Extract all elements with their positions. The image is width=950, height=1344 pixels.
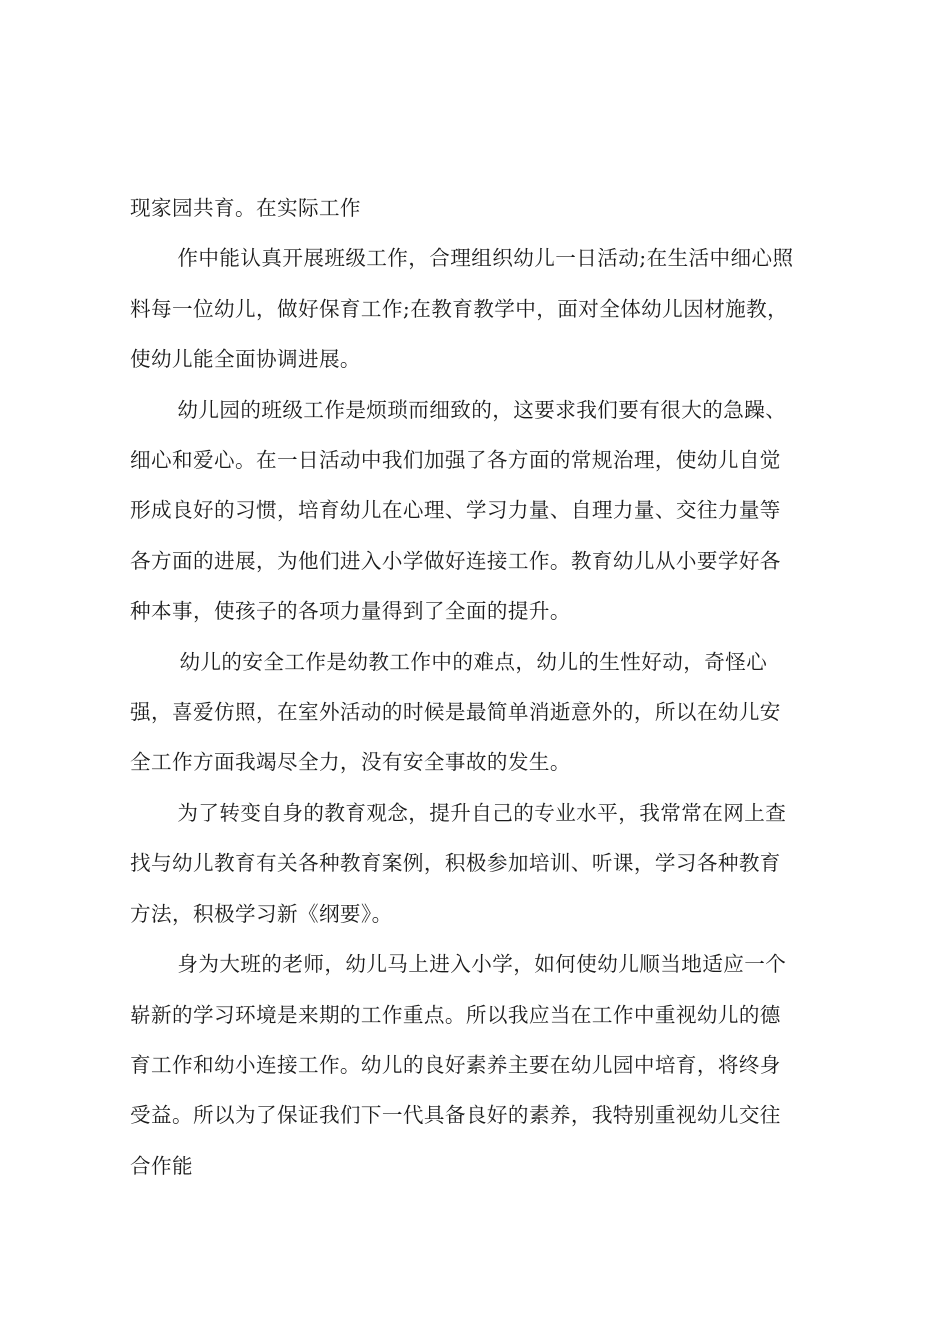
paragraph-line: 为了转变自身的教育观念，提升自己的专业水平，我常常在网上查: [177, 800, 787, 825]
paragraph-6: [130, 939, 832, 1191]
paragraph-line: 料每一位幼儿，做好保育工作;在教育教学中，面对全体幼儿因材施教，: [130, 296, 789, 321]
paragraph-line: 找与幼儿教育有关各种教育案例，积极参加培训、听课，学习各种教育: [130, 851, 781, 876]
paragraph-line: 各方面的进展，为他们进入小学做好连接工作。教育幼儿从小要学好各: [130, 548, 781, 573]
paragraph-line: 方法，积极学习新《纲要》。: [130, 901, 393, 926]
paragraph-line: 全工作方面我竭尽全力，没有安全事故的发生。: [130, 750, 571, 775]
paragraph-line: 合作能: [130, 1153, 193, 1178]
paragraph-3: [130, 385, 832, 637]
paragraph-line: 作中能认真开展班级工作，合理组织幼儿一日活动;在生活中细心照: [177, 246, 794, 271]
paragraph-line: 育工作和幼小连接工作。幼儿的良好素养主要在幼儿园中培育，将终身: [130, 1052, 781, 1077]
paragraph-line: 使幼儿能全面协调进展。: [130, 347, 361, 372]
paragraph-line: 种本事，使孩子的各项力量得到了全面的提升。: [130, 599, 571, 624]
paragraph-line: 形成良好的习惯，培育幼儿在心理、学习力量、自理力量、交往力量等: [130, 498, 781, 523]
paragraph-line: 幼儿的安全工作是幼教工作中的难点，幼儿的生性好动，奇怪心: [179, 649, 768, 674]
paragraph-4: [130, 637, 832, 788]
paragraph-line: 崭新的学习环境是来期的工作重点。所以我应当在工作中重视幼儿的德: [130, 1002, 781, 1027]
paragraph-line: 受益。所以为了保证我们下一代具备良好的素养，我特别重视幼儿交往: [130, 1103, 781, 1128]
paragraph-2: [130, 233, 832, 384]
paragraph-line: 身为大班的老师，幼儿马上进入小学，如何使幼儿顺当地适应一个: [177, 952, 787, 977]
paragraph-5: [130, 788, 832, 939]
paragraph-line: 现家园共育。在实际工作: [130, 196, 361, 220]
paragraph-line: 细心和爱心。在一日活动中我们加强了各方面的常规治理，使幼儿自觉: [130, 448, 781, 473]
paragraph-line: 强，喜爱仿照，在室外活动的时候是最简单消逝意外的，所以在幼儿安: [130, 700, 781, 725]
document-body: [130, 183, 832, 1191]
paragraph-line: 幼儿园的班级工作是烦琐而细致的，这要求我们要有很大的急躁、: [177, 397, 787, 422]
paragraph-1: [130, 183, 832, 233]
